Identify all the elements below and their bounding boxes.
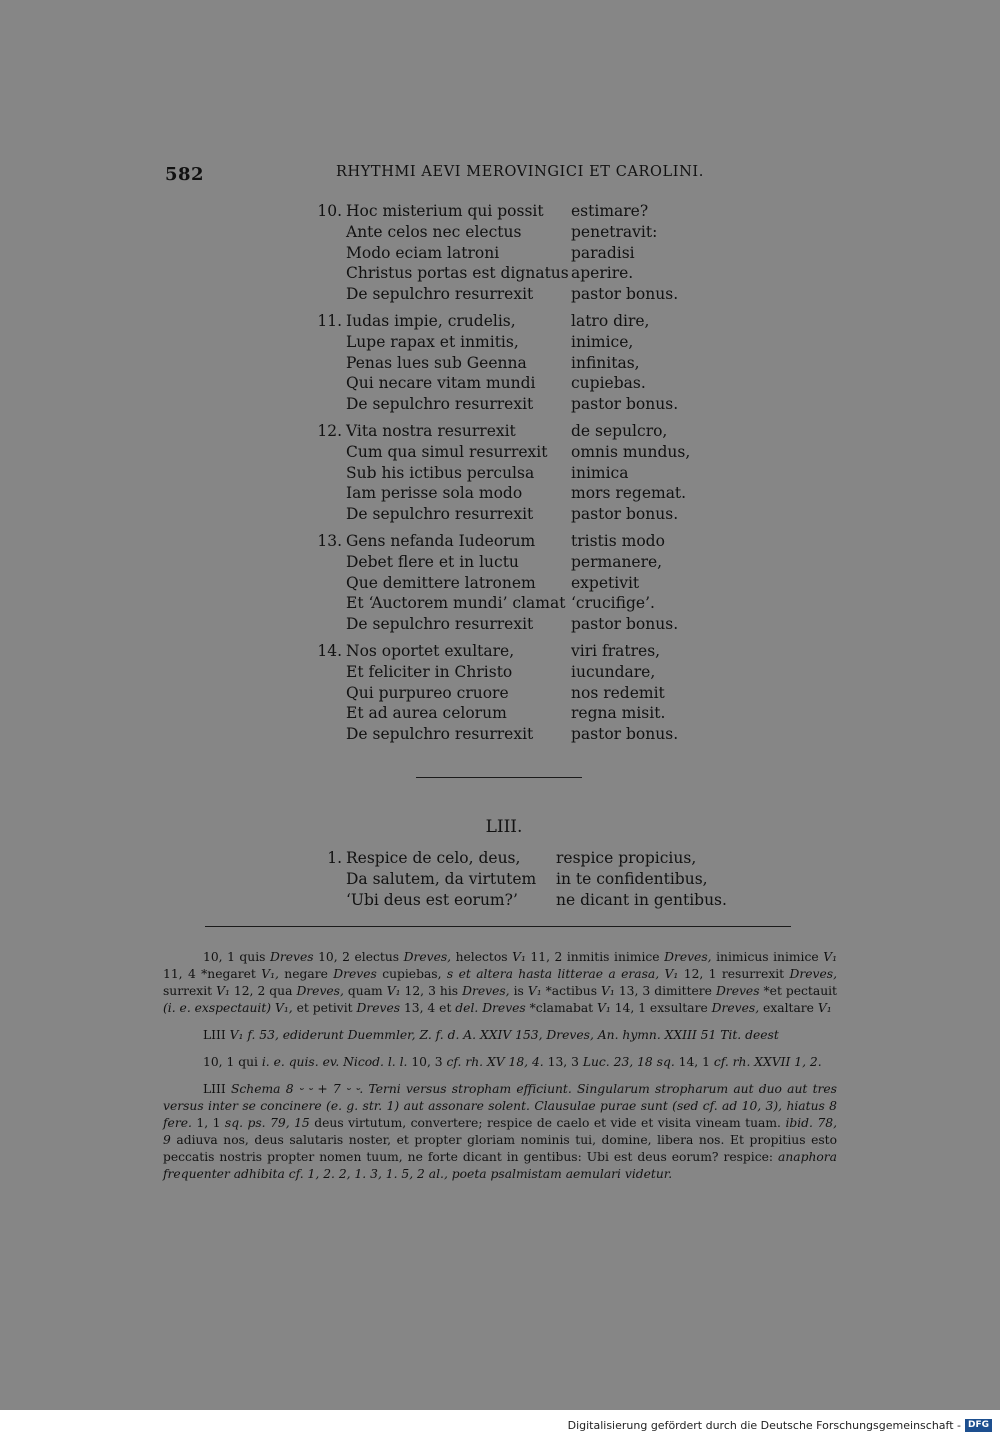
verse-first-half: De sepulchro resurrexit: [346, 725, 534, 744]
note-fragment: Tit. deest: [720, 1028, 779, 1042]
verse-line: [300, 683, 720, 704]
note-fragment: V₁: [512, 950, 526, 964]
note-fragment: Dreves,: [462, 984, 510, 998]
verse-line: [300, 614, 720, 635]
verse-first-half: Christus portas est dignatus: [346, 264, 569, 283]
verse-first-half: Respice de celo, deus,: [346, 849, 521, 867]
note-fragment: 10, 3: [407, 1055, 447, 1069]
running-title: RHYTHMI AEVI MEROVINGICI ET CAROLINI.: [336, 164, 704, 180]
verse-second-half: permanere,: [571, 552, 663, 571]
stanza: [300, 311, 720, 415]
note-fragment: et petivit: [292, 1001, 357, 1015]
note-fragment: 10, 1 qui: [203, 1055, 262, 1069]
note-fragment: *et pectauit: [759, 984, 838, 998]
note-fragment: V₁ f. 53, ediderunt Duemmler, Z. f. d. A. XXIV 153, Dreves, An. hymn. XXIII 51: [229, 1028, 717, 1042]
verse-second-half: ‘crucifige’.: [571, 594, 655, 613]
verse-first-half: Et ad aurea celorum: [346, 704, 507, 723]
verse-second-half: viri fratres,: [571, 641, 661, 660]
verse-line: [300, 201, 720, 222]
note-fragment: Dreves: [333, 967, 377, 981]
stanza: [300, 421, 720, 525]
verse-line: [300, 463, 720, 484]
note-fragment: s et altera hasta litterae a erasa, V₁: [446, 967, 679, 981]
verse-line: [300, 703, 720, 724]
commentary-note: [163, 1081, 837, 1183]
verse-second-half: tristis modo: [571, 531, 665, 550]
note-fragment: 12, 3 his: [400, 984, 463, 998]
verse-line: [300, 848, 740, 869]
note-fragment: (i. e. exspectauit) V₁,: [163, 1001, 293, 1015]
verse-second-half: pastor bonus.: [571, 505, 679, 524]
note-fragment: cupiebas,: [376, 967, 447, 981]
critical-notes: [163, 949, 837, 1183]
verse-first-half: Debet flere et in luctu: [346, 552, 519, 571]
verse-first-half: Qui necare vitam mundi: [346, 374, 536, 393]
verse-second-half: pastor bonus.: [571, 285, 679, 304]
verse-first-half: Que demittere latronem: [346, 573, 536, 592]
note-fragment: exaltare: [759, 1001, 818, 1015]
verse-first-half: Lupe rapax et inmitis,: [346, 332, 519, 351]
section-number: LIII.: [485, 817, 523, 837]
note-fragment: Dreves,: [789, 967, 837, 981]
verse-line: [300, 641, 720, 662]
verse-second-half: regna misit.: [571, 704, 666, 723]
note-fragment: Luc. 23, 18 sq.: [582, 1055, 675, 1069]
verse-second-half: pastor bonus.: [571, 725, 679, 744]
note-fragment: inimicus inimice: [711, 950, 824, 964]
verse-second-half: infinitas,: [571, 353, 640, 372]
note-fragment: *clamabat: [525, 1001, 598, 1015]
verse-line: [300, 373, 720, 394]
verse-line: [300, 394, 720, 415]
verse-line: [300, 353, 720, 374]
stanza-number: 13.: [317, 531, 342, 550]
note-fragment: i. e. quis.: [261, 1055, 319, 1069]
stanza-number: 1.: [327, 849, 342, 867]
note-fragment: 1, 1: [191, 1116, 225, 1130]
verse-second-half: pastor bonus.: [571, 615, 679, 634]
note-fragment: 10, 2 electus: [313, 950, 404, 964]
apparatus-note: [163, 949, 837, 1017]
verse-second-half: penetravit:: [571, 222, 658, 241]
verse-second-half: estimare?: [571, 202, 649, 220]
note-fragment: 12, 2 qua: [229, 984, 297, 998]
verse-second-half: respice propicius,: [556, 849, 697, 867]
verse-line: [300, 421, 720, 442]
dfg-logo: DFG: [965, 1419, 992, 1432]
verse-second-half: paradisi: [571, 243, 635, 262]
note-fragment: is: [509, 984, 528, 998]
page-number: 582: [165, 164, 205, 185]
note-fragment: 11, 4 *negaret: [163, 967, 262, 981]
verse-first-half: Penas lues sub Geenna: [346, 353, 527, 372]
stanza-number: 12.: [317, 421, 342, 440]
note-fragment: 13, 3: [543, 1055, 583, 1069]
note-fragment: anaphora frequenter adhibita cf. 1, 2. 2, 1. 3, 1. 5, 2 al., poeta psalmistam aemulari videtur.: [163, 1150, 837, 1181]
note-fragment: del. Dreves: [455, 1001, 526, 1015]
references-note: [163, 1054, 837, 1071]
verse-second-half: de sepulcro,: [571, 421, 668, 440]
verse-first-half: Gens nefanda Iudeorum: [346, 531, 536, 550]
verse-line: [300, 243, 720, 264]
verse-line: [300, 869, 740, 890]
verse-line: [300, 483, 720, 504]
verse-second-half: nos redemit: [571, 683, 665, 702]
note-fragment: 13, 3 dimittere: [614, 984, 716, 998]
note-fragment: Dreves: [715, 984, 760, 998]
verse-first-half: Iam perisse sola modo: [346, 484, 523, 503]
stanza-number: 11.: [317, 311, 342, 330]
note-fragment: LIII: [203, 1028, 230, 1042]
note-fragment: 12, 1 resurrexit: [678, 967, 790, 981]
verse-second-half: expetivit: [571, 573, 640, 592]
verse-line: [300, 662, 720, 683]
note-fragment: adiuva nos, deus salutaris noster, et propter gloriam nominis tui, domine, libera nos. Et propitius esto peccatis nostris propter nomen tuum, ne forte dicant in gentibus: Ubi est deus eorum? respice:: [163, 1133, 837, 1164]
verse-second-half: inimice,: [571, 332, 634, 351]
verse-first-half: Vita nostra resurrexit: [346, 421, 516, 440]
note-fragment: quam: [343, 984, 387, 998]
verse-line: [300, 332, 720, 353]
note-fragment: Dreves,: [403, 950, 452, 964]
note-fragment: V₁: [216, 984, 230, 998]
verse-second-half: in te confidentibus,: [556, 869, 708, 888]
note-fragment: LIII: [203, 1082, 231, 1096]
verse-first-half: De sepulchro resurrexit: [346, 285, 534, 304]
note-fragment: 14, 1 exsultare: [610, 1001, 712, 1015]
verse-line: [300, 593, 720, 614]
verse-first-half: Modo eciam latroni: [346, 243, 500, 262]
verse-first-half: De sepulchro resurrexit: [346, 615, 534, 634]
verse-first-half: De sepulchro resurrexit: [346, 505, 534, 524]
note-fragment: *actibus: [541, 984, 602, 998]
stanza-number: 14.: [317, 641, 342, 660]
note-fragment: ev. Nicod. l. l.: [322, 1055, 408, 1069]
verse-line: [300, 724, 720, 745]
poem-liii-stanza: [300, 848, 740, 910]
verse-first-half: De sepulchro resurrexit: [346, 395, 534, 414]
verse-line: [300, 890, 740, 911]
verse-line: [300, 311, 720, 332]
note-fragment: helectos: [451, 950, 513, 964]
verse-line: [300, 263, 720, 284]
verse-first-half: Ante celos nec electus: [346, 222, 522, 241]
note-fragment: Dreves: [270, 950, 314, 964]
verse-line: [300, 284, 720, 305]
verse-first-half: Sub his ictibus perculsa: [346, 463, 535, 482]
note-fragment: V₁: [597, 1001, 611, 1015]
note-fragment: negare: [278, 967, 334, 981]
verse-line: [300, 442, 720, 463]
note-fragment: Schema 8 ⏑ ⏑ + 7 ⏑ ⏑. Terni versus stropham efficiunt. Singularum stropharum aut duo aut tres versus inter se concinere (e. g. str. 1) aut assonare solent. Clausulae purae sunt (sed cf. ad 10, 3), hiatus 8 fere.: [163, 1082, 837, 1130]
verse-second-half: pastor bonus.: [571, 395, 679, 414]
sources-note: [163, 1027, 837, 1044]
page-header: [0, 164, 1000, 188]
verse-second-half: mors regemat.: [571, 484, 687, 503]
stanza: [300, 201, 720, 305]
note-fragment: 10, 1 quis: [203, 950, 270, 964]
verse-first-half: Iudas impie, crudelis,: [346, 311, 516, 330]
verse-second-half: iucundare,: [571, 662, 656, 681]
verse-line: [300, 573, 720, 594]
verse-second-half: cupiebas.: [571, 374, 646, 393]
note-fragment: Dreves,: [664, 950, 712, 964]
note-fragment: cf. rh. XV 18, 4.: [446, 1055, 544, 1069]
section-divider: [416, 777, 582, 778]
stanza-number: 10.: [317, 202, 342, 220]
poem-stanzas: [300, 201, 720, 751]
note-fragment: V₁,: [261, 967, 279, 981]
verse-line: [300, 531, 720, 552]
note-fragment: V₁: [823, 950, 837, 964]
verse-first-half: ‘Ubi deus est eorum?’: [346, 890, 518, 909]
note-fragment: ibid. 78, 9: [163, 1116, 837, 1147]
verse-second-half: ne dicant in gentibus.: [556, 890, 727, 909]
note-fragment: Dreves,: [711, 1001, 760, 1015]
verse-first-half: Cum qua simul resurrexit: [346, 442, 548, 461]
note-fragment: cf. rh. XXVII 1, 2.: [713, 1055, 822, 1069]
footnote-divider: [205, 926, 791, 927]
verse-first-half: Et ‘Auctorem mundi’ clamat: [346, 594, 566, 613]
footer-credit: [568, 1418, 992, 1432]
note-fragment: V₁: [386, 984, 401, 998]
stanza: [300, 531, 720, 635]
verse-second-half: omnis mundus,: [571, 442, 691, 461]
verse-line: [300, 552, 720, 573]
verse-line: [300, 222, 720, 243]
note-fragment: Dreves: [356, 1001, 401, 1015]
note-fragment: V₁: [601, 984, 615, 998]
note-fragment: surrexit: [163, 984, 217, 998]
verse-first-half: Qui purpureo cruore: [346, 683, 509, 702]
verse-first-half: Nos oportet exultare,: [346, 641, 515, 660]
verse-second-half: latro dire,: [571, 311, 650, 330]
note-fragment: 14, 1: [674, 1055, 714, 1069]
note-fragment: 11, 2 inmitis inimice: [525, 950, 665, 964]
verse-first-half: Et feliciter in Christo: [346, 662, 513, 681]
note-fragment: V₁: [817, 1001, 832, 1015]
footer-credit-text: Digitalisierung gefördert durch die Deutsche Forschungsgemeinschaft -: [567, 1418, 961, 1432]
verse-line: [300, 504, 720, 525]
verse-first-half: Hoc misterium qui possit: [346, 202, 544, 220]
note-fragment: 13, 4 et: [400, 1001, 456, 1015]
note-fragment: deus virtutum, convertere; respice de caelo et vide et visita vineam tuam.: [309, 1116, 786, 1130]
note-fragment: sq. ps. 79, 15: [224, 1116, 310, 1130]
stanza: [300, 641, 720, 745]
verse-second-half: inimica: [571, 463, 629, 482]
verse-second-half: aperire.: [571, 264, 634, 283]
note-fragment: V₁: [527, 984, 542, 998]
verse-first-half: Da salutem, da virtutem: [346, 869, 537, 888]
note-fragment: Dreves,: [296, 984, 344, 998]
